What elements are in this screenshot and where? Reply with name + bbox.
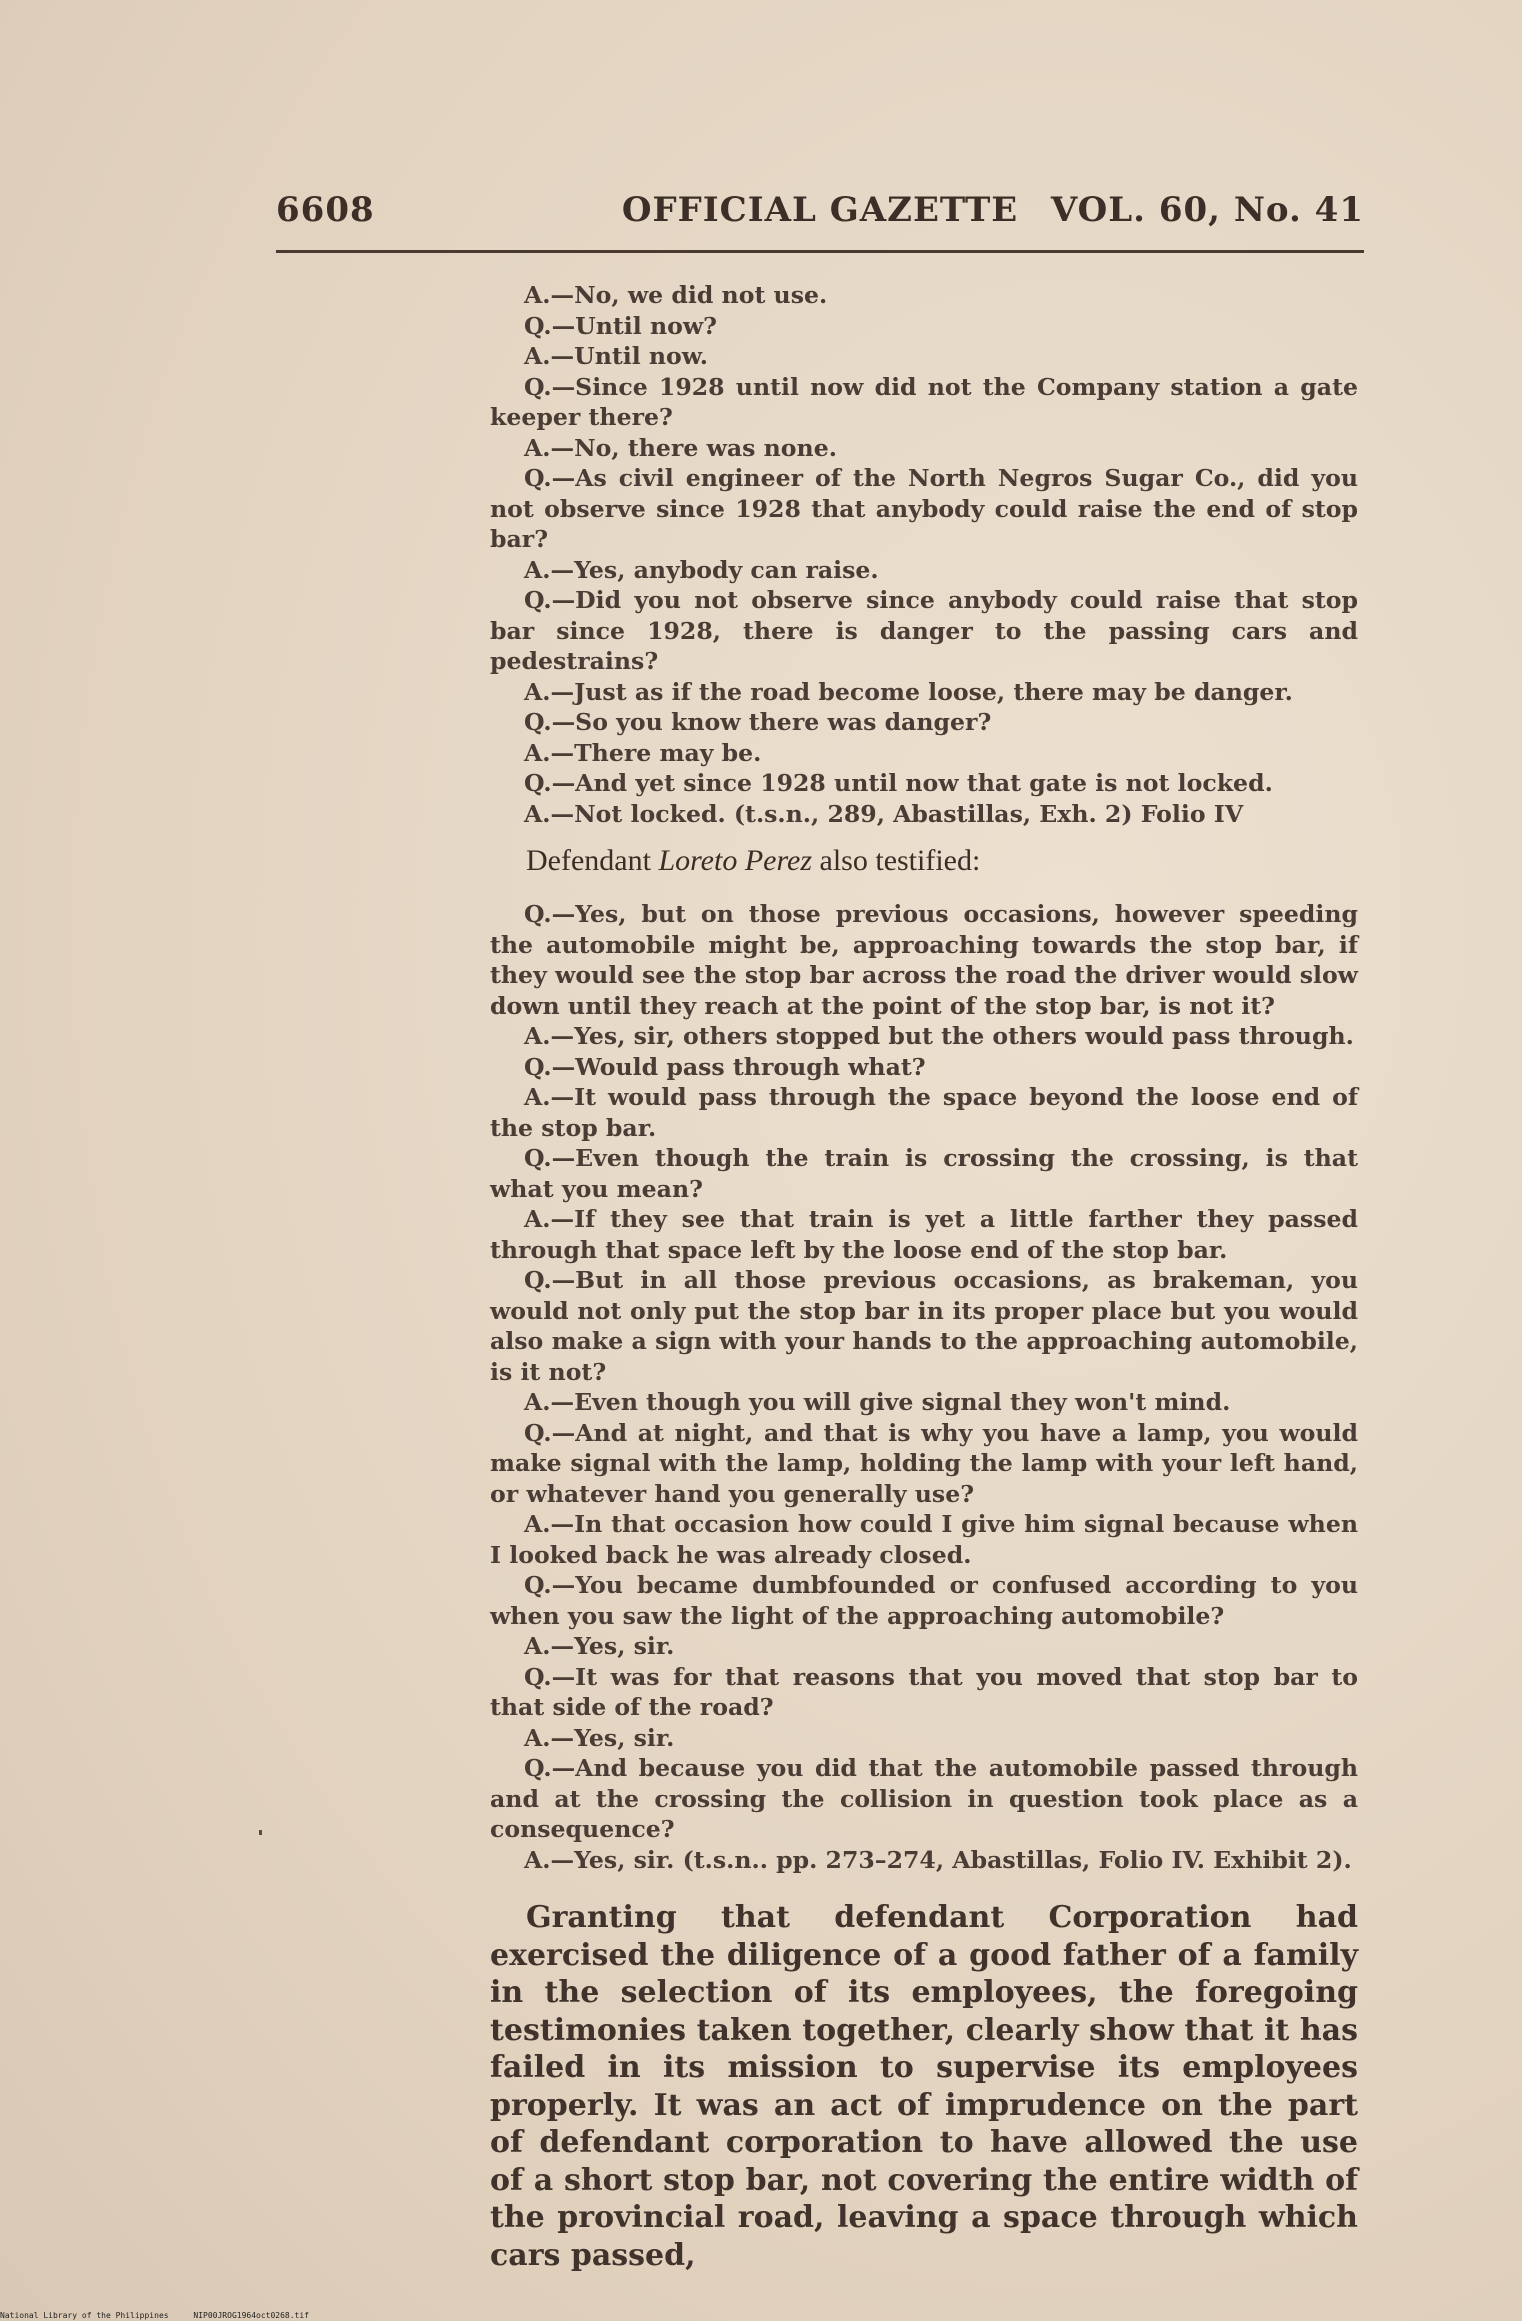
testimony-line: A.—Yes, sir. (t.s.n.. pp. 273–274, Abastillas, Folio IV. Exhibit 2).: [524, 1845, 1352, 1874]
testimony-intro: [490, 841, 1358, 881]
testimony-line: A.—There may be.: [524, 738, 762, 767]
header-rule: [276, 250, 1364, 253]
testimony-line: Q.—Would pass through what?: [524, 1052, 926, 1081]
testimony-line: A.—It would pass through the space beyond the loose end of the stop bar.: [490, 1083, 1358, 1142]
testimony-line: Q.—Did you not observe since anybody could raise that stop bar since 1928, there is danger to the passing cars and pedestrains?: [490, 586, 1358, 675]
testimony-line: A.—If they see that train is yet a little farther they passed through that space left by the loose end of the stop bar.: [490, 1205, 1358, 1264]
scan-speck: [259, 1830, 262, 1835]
testimony-line: Q.—Since 1928 until now did not the Company station a gate keeper there?: [490, 372, 1358, 431]
defendant-name: Loreto Perez: [658, 844, 813, 877]
testimony-line: Q.—It was for that reasons that you moved that stop bar to that side of the road?: [490, 1662, 1358, 1721]
testimony-line: A.—Until now.: [524, 342, 708, 370]
testimony-line: A.—Yes, sir.: [524, 1723, 675, 1752]
intro-text-end: also testified:: [812, 844, 981, 877]
testimony-line: A.—Yes, sir, others stopped but the others would pass through.: [524, 1022, 1354, 1050]
closing-paragraph: Granting that defendant Corporation had exercised the diligence of a good father of a family in the selection of its employees, the foregoing testimonies taken together, clearly show that it has failed in its mission to supervise its employees properly. It was an act of imprudence on the part of defendant corporation to have allowed the use of a short stop bar, not covering the entire width of the provincial road, leaving a space through which cars passed,: [490, 1900, 1358, 2273]
testimony-line: A.—Not locked. (t.s.n., 289, Abastillas, Exh. 2) Folio IV: [524, 799, 1244, 828]
testimony-line: A.—No, there was none.: [524, 433, 837, 462]
testimony-line: A.—Yes, anybody can raise.: [524, 555, 879, 584]
testimony-line: Q.—Yes, but on those previous occasions, however speeding the automobile might be, approaching towards the stop bar, if they would see the stop bar across the road the driver would slow down until they reach at the point of the stop bar, is not it?: [490, 900, 1358, 1020]
intro-text: Defendant: [526, 844, 659, 877]
testimony-line: Q.—And yet since 1928 until now that gate is not locked.: [524, 769, 1273, 797]
testimony-line: A.—Even though you will give signal they won't mind.: [524, 1388, 1231, 1416]
page-body: [490, 280, 1358, 2274]
testimony-line: A.—Yes, sir.: [524, 1632, 675, 1660]
testimony-line: A.—Just as if the road become loose, there may be danger.: [524, 677, 1293, 706]
testimony-line: Q.—And at night, and that is why you have a lamp, you would make signal with the lamp, holding the lamp with your left hand, or whatever hand you generally use?: [490, 1418, 1358, 1508]
volume-number: VOL. 60, No. 41: [1050, 190, 1364, 230]
scan-footer: [0, 2311, 329, 2320]
testimony-line: Q.—Even though the train is crossing the crossing, is that what you mean?: [490, 1144, 1358, 1203]
testimony-line: A.—No, we did not use.: [524, 281, 828, 309]
page-number: 6608: [276, 190, 375, 230]
publication-title: OFFICIAL GAZETTE: [621, 190, 1019, 230]
testimony-line: Q.—So you know there was danger?: [524, 708, 992, 736]
testimony-block-2: [490, 899, 1358, 1875]
testimony-line: Q.—As civil engineer of the North Negros Sugar Co., did you not observe since 1928 that anybody could raise the end of stop bar?: [490, 464, 1358, 553]
testimony-line: A.—In that occasion how could I give him signal because when I looked back he was already closed.: [490, 1510, 1358, 1569]
testimony-line: Q.—But in all those previous occasions, as brakeman, you would not only put the stop bar in its proper place but you would also make a sign with your hands to the approaching automobile, is it not?: [490, 1266, 1358, 1386]
testimony-line: Q.—Until now?: [524, 311, 717, 340]
file-label: NIP00JROG1964oct0268.tif: [193, 2311, 309, 2320]
testimony-line: Q.—And because you did that the automobile passed through and at the crossing the collision in question took place as a consequence?: [490, 1754, 1358, 1843]
library-label: National Library of the Philippines: [0, 2311, 169, 2320]
testimony-block-1: [490, 280, 1358, 829]
page-header: [276, 190, 1364, 246]
testimony-line: Q.—You became dumbfounded or confused according to you when you saw the light of the approaching automobile?: [490, 1571, 1358, 1630]
